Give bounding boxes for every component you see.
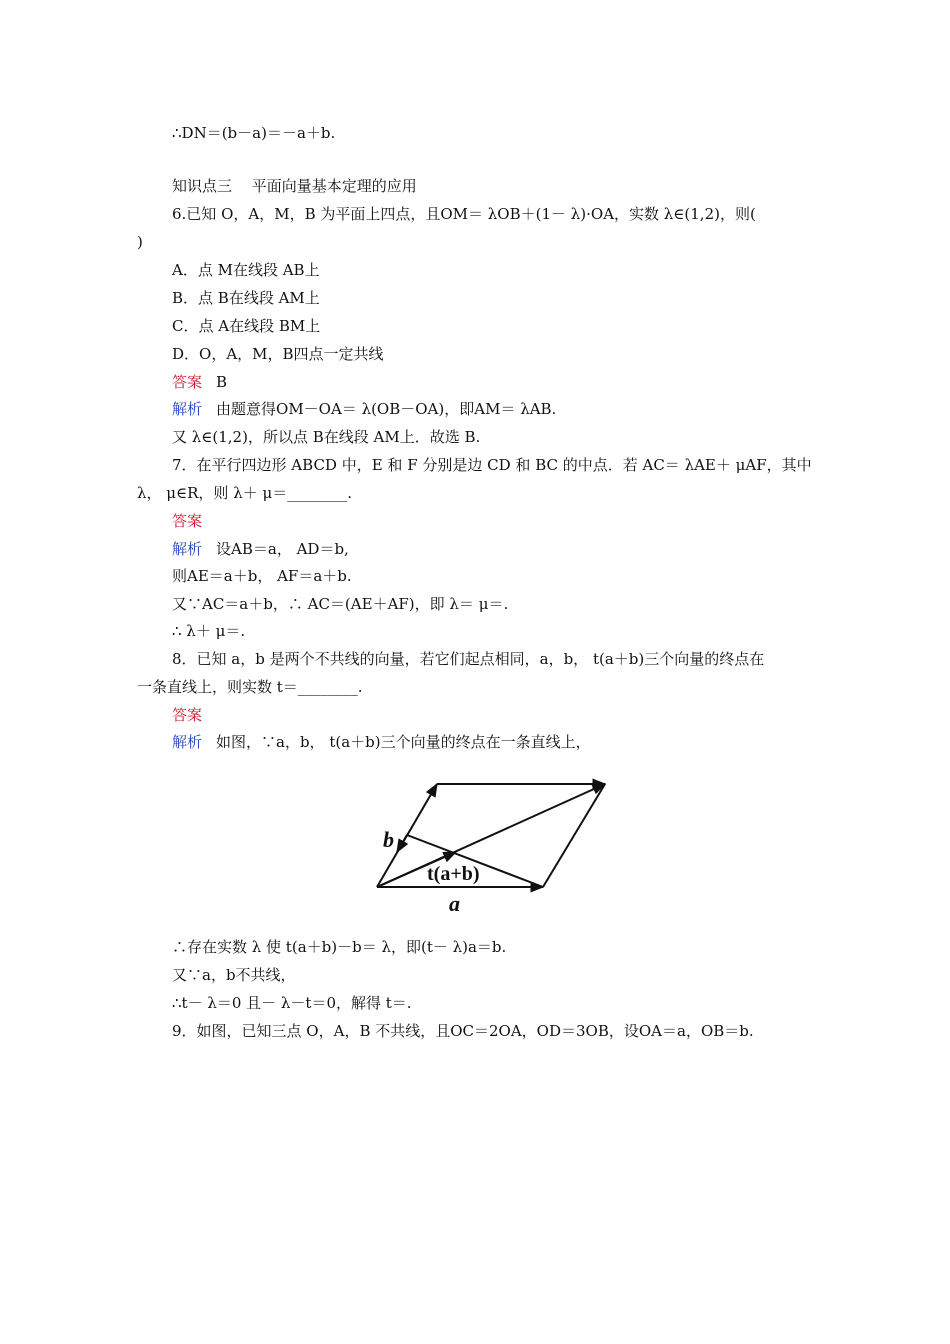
explanation-6 xyxy=(172,399,556,419)
answer-tag: 答案 xyxy=(172,512,203,530)
explanation-6-cont: 又 λ∈(1,2)，所以点 B在线段 AM上．故选 B. xyxy=(172,428,481,446)
after-figure-1: ∴存在实数 λ 使 t(a＋b)－b＝ λ，即(t－ λ)a＝b. xyxy=(172,938,507,956)
label-t-a-plus-b: t(a+b) xyxy=(427,863,480,885)
parallelogram-diagram xyxy=(361,763,623,927)
question-7-cont: λ， μ∈R，则 λ＋ μ＝________. xyxy=(137,484,352,502)
question-6: 6.已知 O，A，M，B 为平面上四点，且OM＝ λOB＋(1－ λ)·OA，实数 λ∈(1,2)，则( xyxy=(172,205,756,223)
option-c: C．点 A在线段 BM上 xyxy=(172,317,321,335)
question-9: 9．如图，已知三点 O，A，B 不共线，且OC＝2OA，OD＝3OB，设OA＝a，OB＝b. xyxy=(172,1022,754,1040)
question-8: 8．已知 a，b 是两个不共线的向量，若它们起点相同，a，b， t(a＋b)三个向量的终点在 xyxy=(172,650,765,668)
question-6-cont: ) xyxy=(137,233,143,251)
explanation-7 xyxy=(172,539,349,559)
answer-tag: 答案 xyxy=(172,373,203,391)
label-a: a xyxy=(449,891,460,916)
label-b: b xyxy=(383,827,394,852)
explanation-tag: 解析 xyxy=(172,540,203,558)
explanation-7-l3: 又∵AC＝a＋b，∴ AC＝(AE＋AF)，即 λ＝ μ＝. xyxy=(172,595,509,613)
option-d: D．O，A，M，B四点一定共线 xyxy=(172,345,384,363)
answer-8 xyxy=(172,705,202,725)
explanation-text: 设AB＝a， AD＝b, xyxy=(216,540,349,558)
option-b: B．点 B在线段 AM上 xyxy=(172,289,320,307)
question-8-cont: 一条直线上，则实数 t＝________. xyxy=(137,678,363,696)
vector-parallelogram-figure xyxy=(361,763,623,927)
answer-tag: 答案 xyxy=(172,706,203,724)
answer-6 xyxy=(172,372,227,392)
explanation-8 xyxy=(172,732,591,752)
section-heading: 知识点三 平面向量基本定理的应用 xyxy=(172,177,417,195)
answer-value: B xyxy=(216,373,228,391)
after-figure-2: 又∵a，b不共线， xyxy=(172,966,296,984)
explanation-7-l2: 则AE＝a＋b， AF＝a＋b. xyxy=(172,567,352,585)
explanation-tag: 解析 xyxy=(172,400,203,418)
answer-7 xyxy=(172,511,202,531)
explanation-7-l4: ∴ λ＋ μ＝. xyxy=(172,622,246,640)
option-a: A．点 M在线段 AB上 xyxy=(172,261,320,279)
solution-line: ∴DN＝(b－a)＝－a＋b. xyxy=(172,124,336,142)
explanation-tag: 解析 xyxy=(172,733,203,751)
after-figure-3: ∴t－ λ＝0 且－ λ－t＝0，解得 t＝. xyxy=(172,994,412,1012)
explanation-text: 由题意得OM－OA＝ λ(OB－OA)，即AM＝ λAB. xyxy=(216,400,557,418)
question-7: 7．在平行四边形 ABCD 中，E 和 F 分别是边 CD 和 BC 的中点．若 AC＝ λAE＋ μAF，其中 xyxy=(172,456,812,474)
explanation-text: 如图，∵a，b， t(a＋b)三个向量的终点在一条直线上， xyxy=(216,733,591,751)
